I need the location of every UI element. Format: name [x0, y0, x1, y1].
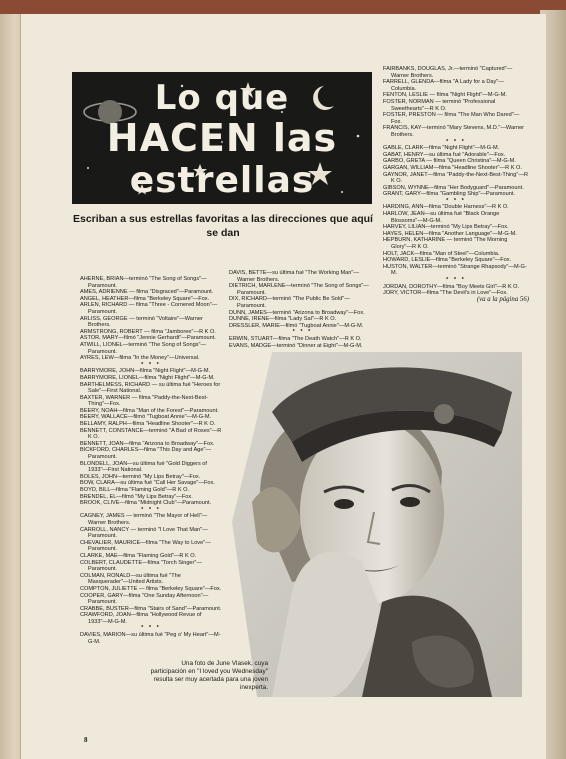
list-item: AYRES, LEW—filma "In the Money"—Universal.: [80, 355, 200, 362]
list-item: AMES, ADRIENNE — filma "Disgraced"—Paramount.: [80, 289, 214, 296]
list-item: GARGAN, WILLIAM—filma "Headline Shooter"—R K O.: [383, 164, 522, 171]
list-item: ARLISS, GEORGE — terminó "Voltaire"—Warner Brothers.: [80, 315, 203, 329]
list-item: HOWARD, LESLIE—filma "Berkeley Square"—Fox.: [383, 257, 512, 264]
list-item: DIETRICH, MARLENE—terminó "The Song of Songs"—Paramount.: [229, 283, 369, 296]
list-item: JORDAN, DOROTHY—filma "Boy Meets Girl"—R K O.: [383, 283, 520, 290]
list-item: ASTOR, MARY—filmó "Jennie Gerhardt"—Paramount.: [80, 335, 216, 342]
separator: * * *: [141, 361, 161, 368]
list-item: HEPBURN, KATHARINE — terminó "The Morning Glory"—R K O.: [383, 237, 508, 251]
list-item: GABAT, HENRY—su última fué "Adorable"—Fox.: [383, 151, 506, 158]
separator: * * *: [446, 138, 466, 145]
list-item: DRESSLER, MARIE—filmó "Tugboat Annie"—M-G-M.: [229, 322, 364, 329]
list-item: AHERNE, BRIAN—terminó "The Song of Songs"—Paramount.: [80, 276, 207, 289]
list-item: HARLOW, JEAN—su última fué "Black Orange Blossoms"—M-G-M.: [383, 211, 500, 224]
list-item: DUNN, JAMES—terminó "Arizona to Broadway"—Fox.: [229, 309, 365, 316]
photo-caption: Una foto de June Vlasek, cuya participación en "I loved you Wednesday" resulta ser muy acertada para una joven inexperta.: [150, 660, 268, 691]
list-item: BOLES, JOHN—terminó "My Lips Betray"—Fox.: [80, 473, 201, 480]
separator: * * *: [292, 329, 313, 336]
list-item: DIX, RICHARD—terminó "The Public Be Sold"—Paramount.: [229, 296, 350, 309]
list-item: DAVIES, MARION—su última fué "Peg o' My Heart"—M-G-M.: [80, 632, 221, 645]
list-item: GRANT, GARY—filma "Gambling Ship"—Paramount.: [383, 191, 515, 198]
list-item: CARROLL, NANCY — terminó "I Love That Man"—Paramount.: [80, 526, 208, 540]
list-item: BEERY, WALLACE—filmó "Tugboat Annie"—M-G-M.: [80, 414, 212, 421]
banner-line-3: estrellas: [129, 160, 315, 201]
banner-line-1: Lo que: [154, 78, 290, 118]
list-item: COLBERT, CLAUDETTE—filma "Torch Singer"—Paramount.: [80, 559, 202, 573]
list-item: BENNETT, CONSTANCE—terminó "A Bad of Roses"—R K O.: [80, 427, 222, 441]
list-item: ARLEN, RICHARD — filma "Three - Cornered Moon"—Paramount.: [80, 302, 218, 315]
list-item: GARBO, GRETA — filma "Queen Christina"—M-G-M.: [383, 158, 516, 165]
list-item: FARRELL, GLENDA—filma "A Lady for a Day"—Columbia.: [383, 79, 504, 92]
separator: * * *: [446, 197, 466, 204]
list-item: BROOK, CLIVE—filma "Midnight Club"—Paramount.: [80, 500, 212, 507]
list-item: FAIRBANKS, DOUGLAS, Jr.—terminó "Captured"—Warner Brothers.: [383, 66, 513, 79]
list-item: ATWILL, LIONEL—terminó "The Song of Songs"—Paramount.: [80, 341, 207, 355]
list-item: CHEVALIER, MAURICE—filma "The Way to Love"—Paramount.: [80, 539, 211, 553]
list-item: HOLT, JACK—filma "Man of Steel"—Columbia.: [383, 250, 500, 257]
list-item: ARMSTRONG, ROBERT — filma "Jamboree"—R K O.: [80, 328, 216, 335]
list-item: CAGNEY, JAMES — terminó "The Mayor of Hell"—Warner Brothers.: [80, 513, 208, 526]
list-item: GIBSON, WYNNE—filma "Her Bodyguard"—Paramount.: [383, 184, 524, 191]
banner-line-2: HACEN las: [106, 116, 338, 160]
list-item: HARDING, ANN—filma "Double Harness"—R K O.: [383, 204, 509, 211]
list-item: CRABBE, BUSTER—filma "Stairs of Sand"—Paramount.: [80, 605, 222, 612]
list-item: ANGEL, HEATHER—filma "Berkeley Square"—Fox.: [80, 295, 210, 302]
subheading: Escriban a sus estrellas favoritas a las direcciones que aquí se dan: [73, 213, 373, 239]
page-number: 8: [84, 736, 88, 744]
list-item: BAXTER, WARNER — filma "Paddy-the-Next-Best-Thing"—Fox.: [80, 394, 208, 408]
list-item: FOSTER, NORMAN — terminó "Professional Sweethearts"—R K O.: [383, 98, 496, 112]
continued-note: (va a la página 56): [476, 295, 529, 303]
list-item: GAYNOR, JANET—filma "Paddy-the-Next-Best-Thing"—R K O.: [383, 171, 528, 185]
list-item: BEERY, NOAH—filma "Man of the Forest"—Paramount.: [80, 407, 219, 414]
separator: * * *: [446, 277, 466, 283]
list-item: BARTHELMESS, RICHARD — su última fué "Heroes for Sale"—First National.: [80, 381, 221, 395]
list-item: DAVIS, BETTE—su última fué "The Working Man"—Warner Brothers.: [229, 270, 359, 283]
list-item: COOPER, GARY—filma "One Sunday Afternoon"—Paramount.: [80, 592, 209, 606]
list-item: BARRYMORE, LIONEL—filma "Night Flight"—M-G-M.: [80, 374, 215, 381]
list-item: BOW, CLARA—su última fué "Call Her Savage"—Fox.: [80, 480, 215, 487]
list-item: BOYD, BILL—filma "Flaming Gold"—R K O.: [80, 487, 190, 493]
list-item: BRENDEL, EL—filmó "My Lips Betray"—Fox.: [80, 493, 193, 500]
list-item: FENTON, LESLIE — filma "Night Flight"—M-G-M.: [383, 92, 507, 99]
separator: * * *: [141, 625, 161, 632]
list-item: FOSTER, PRESTON — filma "The Man Who Dared"—Fox.: [383, 112, 520, 125]
list-item: BICKFORD, CHARLES—filma "This Day and Age"—Paramount.: [80, 447, 212, 461]
list-item: GABLE, CLARK—filma "Night Flight"—M-G-M.: [383, 145, 500, 152]
list-item: COLMAN, RONALD—su última fué "The Masquerader"—United Artists.: [80, 572, 181, 586]
list-item: BARRYMORE, JOHN—filma "Night Flight"—M-G-M.: [80, 368, 211, 375]
list-item: COMPTON, JULIETTE — filma "Berkeley Square"—Fox.: [80, 585, 222, 592]
list-item: CLARKE, MAE—filma "Flaming Gold"—R K O.: [80, 552, 197, 559]
column-1: [80, 276, 222, 645]
list-item: ERWIN, STUART—filma "The Death Watch"—R K O.: [229, 335, 362, 342]
list-item: HAYES, HELEN—filma "Another Language"—M-G-M.: [383, 230, 517, 237]
list-item: HARVEY, LILIAN—terminó "My Lips Betray"—Fox.: [383, 224, 509, 231]
column-2: [229, 270, 376, 349]
list-item: JORY, VICTOR—filma "The Devil's in Love"—Fox.: [383, 290, 508, 297]
title-banner: [72, 72, 372, 204]
list-item: CRAWFORD, JOAN—filma "Hollywood Revue of 1933"—M-G-M.: [80, 612, 202, 625]
portrait-photo: [232, 352, 522, 697]
list-item: DUNNE, IRENE—filma "Lady Sal"—R K O.: [229, 316, 337, 323]
list-item: HUSTON, WALTER—terminó "Strange Rhapsody"—M-G-M.: [383, 263, 527, 277]
list-item: FRANCIS, KAY—terminó "Mary Stevens, M.D."—Warner Brothers.: [383, 125, 525, 138]
list-item: EVANS, MADGE—terminó "Dinner at Eight"—M-G-M.: [229, 342, 363, 349]
column-3: [383, 66, 529, 303]
list-item: BLONDELL, JOAN—su última fué "Gold Diggers of 1933"—First National.: [80, 460, 207, 474]
list-item: BELLAMY, RALPH—filma "Headline Shooter"—R K O.: [80, 421, 216, 428]
separator: * * *: [141, 506, 161, 513]
list-item: BENNETT, JOAN—filma "Arizona to Broadway"—Fox.: [80, 440, 215, 447]
